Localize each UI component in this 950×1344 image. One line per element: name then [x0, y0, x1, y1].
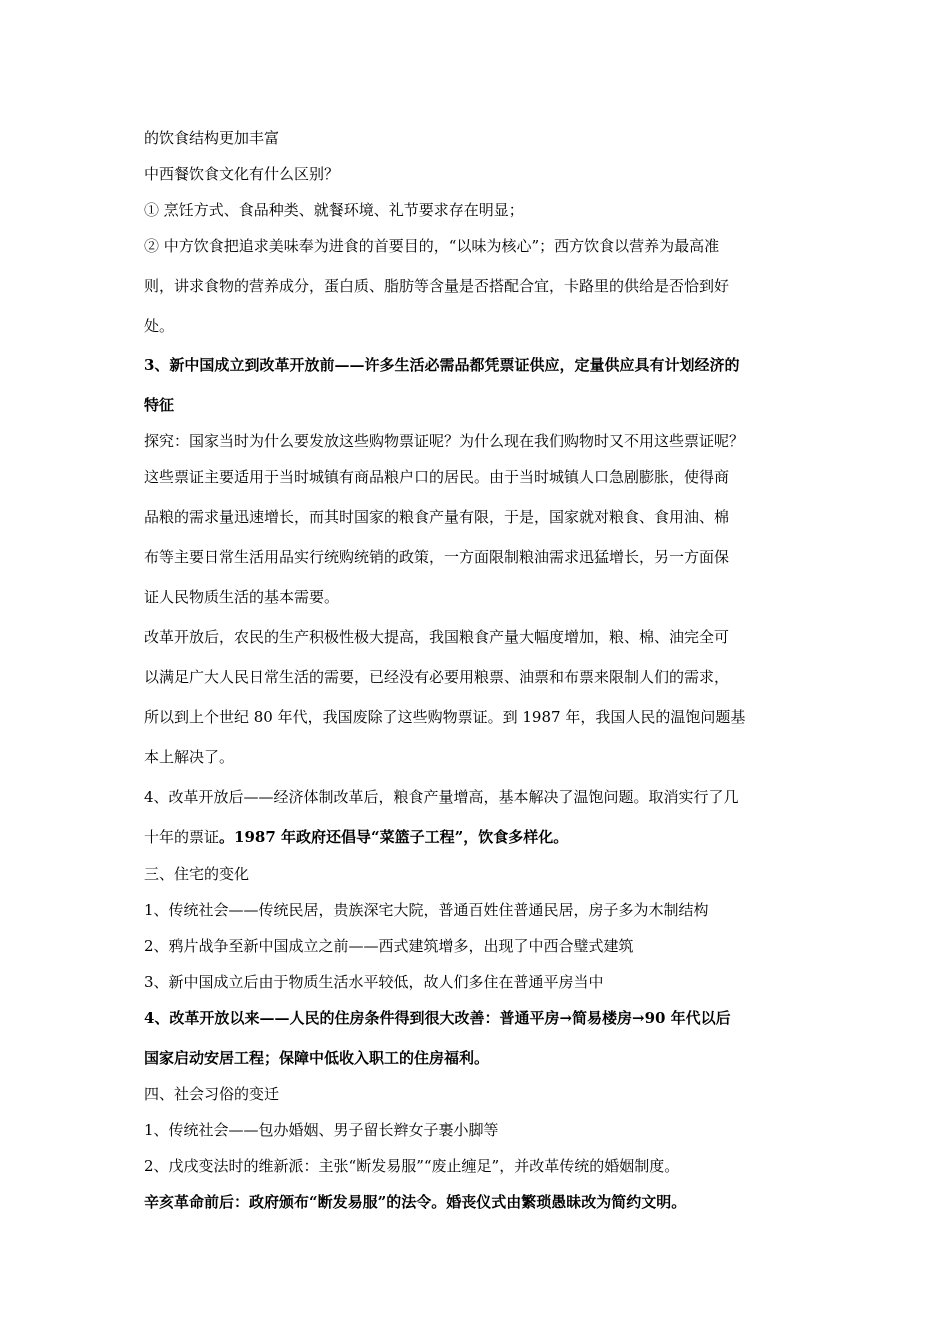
text-line: 品粮的需求量迅速增长，而其时国家的粮食产量有限，于是，国家就对粮食、食用油、棉 [144, 508, 730, 526]
text-line: 2、鸦片战争至新中国成立之前——西式建筑增多，出现了中西合璧式建筑 [144, 937, 634, 955]
text-line: 4、改革开放后——经济体制改革后，粮食产量增高，基本解决了温饱问题。取消实行了几 [144, 788, 739, 806]
text-line: 所以到上个世纪 80 年代，我国废除了这些购物票证。到 1987 年，我国人民的温饱问题基 [144, 708, 746, 726]
text-line: 辛亥革命前后：政府颁布“断发易服”的法令。婚丧仪式由繁琐愚昧改为简约文明。 [144, 1193, 687, 1211]
text-line: 以满足广大人民日常生活的需要，已经没有必要用粮票、油票和布票来限制人们的需求， [144, 668, 730, 686]
text-line: 改革开放后，农民的生产积极性极大提高，我国粮食产量大幅度增加，粮、棉、油完全可 [144, 628, 730, 646]
text-line: 四、社会习俗的变迁 [144, 1085, 280, 1103]
text-line: 3、新中国成立后由于物质生活水平较低，故人们多住在普通平房当中 [144, 973, 604, 991]
text-line: 的饮食结构更加丰富 [144, 129, 280, 147]
text-line: ① 烹饪方式、食品种类、就餐环境、礼节要求存在明显； [144, 201, 524, 219]
text-line: 1、传统社会——包办婚姻、男子留长辫女子裹小脚等 [144, 1121, 499, 1139]
text-line: 布等主要日常生活用品实行统购统销的政策，一方面限制粮油需求迅猛增长，另一方面保 [144, 548, 730, 566]
text-line: 2、戊戌变法时的维新派：主张“断发易服”“废止缠足”，并改革传统的婚姻制度。 [144, 1157, 680, 1175]
text-line: 十年的票证。1987 年政府还倡导“菜篮子工程”，饮食多样化。 [144, 828, 569, 846]
text-line: 中西餐饮食文化有什么区别？ [144, 165, 340, 183]
text-line: 探究：国家当时为什么要发放这些购物票证呢？为什么现在我们购物时又不用这些票证呢？ [144, 432, 745, 450]
text-line: 这些票证主要适用于当时城镇有商品粮户口的居民。由于当时城镇人口急剧膨胀，使得商 [144, 468, 730, 486]
text-line: 处。 [144, 317, 175, 335]
text-line: 4、改革开放以来——人民的住房条件得到很大改善：普通平房→简易楼房→90 年代以后 [144, 1009, 731, 1027]
text-line: 1、传统社会——传统民居，贵族深宅大院，普通百姓住普通民居，房子多为木制结构 [144, 901, 709, 919]
text-line: 特征 [144, 396, 175, 414]
text-line: 本上解决了。 [144, 748, 235, 766]
text-line: 国家启动安居工程；保障中低收入职工的住房福利。 [144, 1049, 490, 1067]
text-line: 则，讲求食物的营养成分，蛋白质、脂肪等含量是否搭配合宜，卡路里的供给是否恰到好 [144, 277, 730, 295]
text-line: 3、新中国成立到改革开放前——许多生活必需品都凭票证供应，定量供应具有计划经济的 [144, 356, 740, 374]
text-line: 三、住宅的变化 [144, 865, 250, 883]
text-line: 证人民物质生活的基本需要。 [144, 588, 340, 606]
text-line: ② 中方饮食把追求美味奉为进食的首要目的，“以味为核心”；西方饮食以营养为最高准 [144, 237, 720, 255]
